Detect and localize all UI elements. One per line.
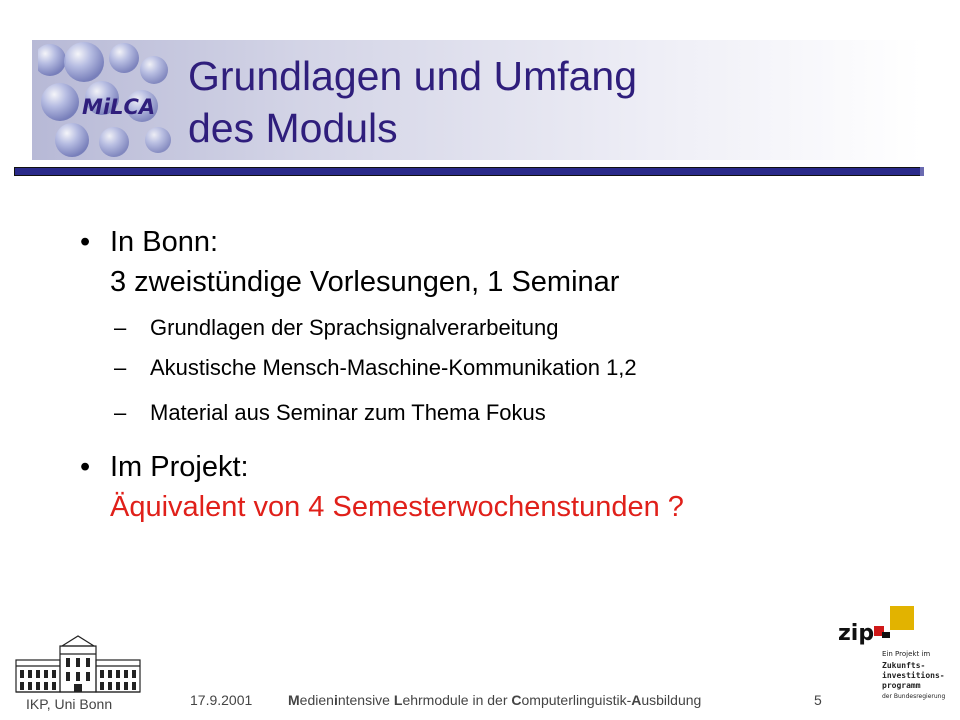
dash-marker: –: [114, 355, 127, 380]
bullet-in-bonn: [80, 222, 620, 302]
zip-caption-3: investitions-: [882, 671, 945, 680]
bullet-marker: •: [80, 226, 91, 258]
zip-caption-1: Ein Projekt im: [882, 650, 931, 658]
title-divider-end: [920, 167, 924, 176]
course-part-3: ehrmodule in der: [402, 692, 512, 708]
course-initial-m: M: [288, 692, 300, 708]
zip-caption-2: Zukunfts-: [882, 661, 926, 670]
course-initial-l: L: [393, 692, 403, 708]
university-building-icon: [14, 632, 142, 694]
page-number: 5: [814, 692, 822, 708]
footer-institution: IKP, Uni Bonn: [26, 696, 113, 712]
course-initial-i: i: [333, 692, 338, 708]
slide-title: [188, 50, 637, 154]
bullet-marker: •: [80, 451, 91, 483]
milca-logo: [38, 40, 178, 160]
course-initial-a: A: [631, 692, 642, 708]
course-initial-c: C: [511, 692, 522, 708]
bullet-text: 3 zweistündige Vorlesungen, 1 Seminar: [110, 266, 620, 298]
zip-caption-5: der Bundesregierung: [882, 693, 946, 700]
dash-marker: –: [114, 400, 127, 425]
course-part-1: edien: [299, 692, 334, 708]
zip-logo: [836, 606, 956, 706]
subitem-3: [114, 398, 546, 428]
subitem-2: [114, 353, 637, 383]
title-line-2: des Moduls: [188, 105, 398, 151]
title-line-1: Grundlagen und Umfang: [188, 53, 638, 99]
zip-caption-4: programm: [882, 681, 921, 690]
subitem-1: [114, 313, 559, 343]
zip-text: zip: [838, 621, 875, 646]
dash-marker: –: [114, 315, 127, 340]
footer-course-title: [288, 692, 701, 708]
course-part-4: omputerlinguistik-: [521, 692, 632, 708]
bullet-heading: In Bonn:: [110, 226, 219, 258]
bullet-highlight-text: Äquivalent von 4 Semesterwochenstunden ?: [110, 491, 684, 523]
subitem-text: Akustische Mensch-Maschine-Kommunikation 1,2: [150, 355, 637, 380]
course-part-2: ntensive: [337, 692, 394, 708]
subitem-text: Material aus Seminar zum Thema Fokus: [150, 400, 546, 425]
subitem-text: Grundlagen der Sprachsignalverarbeitung: [150, 315, 559, 340]
footer-date: 17.9.2001: [190, 692, 253, 708]
bullet-heading: Im Projekt:: [110, 451, 249, 483]
title-divider: [14, 167, 922, 176]
bullet-im-projekt: [80, 447, 684, 527]
course-part-5: usbildung: [641, 692, 702, 708]
logo-text: MiLCA: [82, 95, 156, 119]
